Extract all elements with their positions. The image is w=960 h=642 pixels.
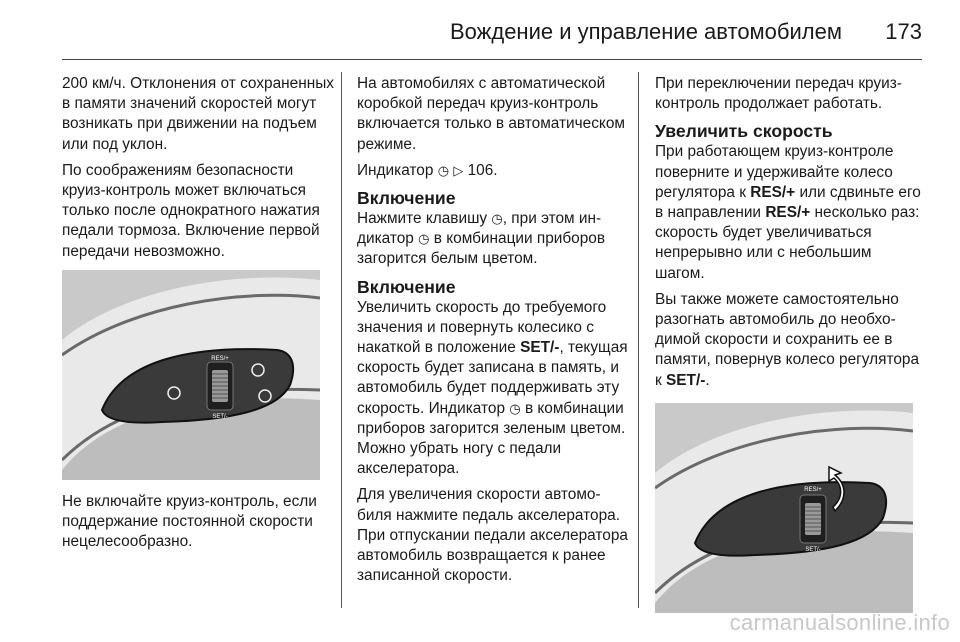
- reference-triangle-icon: ▷: [453, 162, 464, 178]
- page-header: [0, 0, 960, 60]
- paragraph-increase: При работающем круиз-контроле поверните и удерживайте колесо регулятора к RES/+ или сдвиньте его в направлении RES/+ несколько раз: скорость будет увеличиваться непрерывно или с небольшим шагом.: [655, 143, 921, 282]
- paragraph-manual-store: Вы также можете самостоятельно разогнать автомобиль до необходимой скорости и сохранить ее в памяти, повернув колесо регулятора к SET/-.: [655, 290, 920, 389]
- paragraph-gear-shift: При переключении передач круиз-контроль продолжает работать.: [655, 75, 902, 113]
- paragraph-indicator-ref: Индикатор ◷ ▷ 106.: [357, 161, 629, 181]
- paragraph-speed-deviation: 200 км/ч. Отклонения от сохраненных в памяти значений скоростей могут возникать при движении на подъем или под уклон.: [62, 75, 334, 153]
- cruise-control-icon: ◷: [491, 211, 503, 227]
- res-label: RES/+: [804, 486, 822, 493]
- column-middle: [357, 74, 629, 592]
- page-number: 173: [885, 19, 922, 44]
- paragraph-activation: Нажмите клавишу ◷, при этом индикатор ◷ в комбинации приборов загорится белым цветом.: [357, 210, 606, 268]
- set-label: SET/-: [805, 546, 821, 553]
- column-divider-right: [638, 72, 639, 608]
- steering-wheel-res-figure: [655, 403, 913, 613]
- paragraph-automatic: На автомобилях с автоматической коробкой передач круиз-контроль включается только в автоматическом режиме.: [357, 75, 625, 153]
- section-heading-activation-2: Включение: [357, 276, 456, 297]
- watermark: carmanualsonline.info: [729, 610, 950, 635]
- cruise-control-icon: ◷: [509, 400, 521, 416]
- column-right: [655, 74, 923, 625]
- section-heading-increase-speed: Увеличить скорость: [655, 121, 833, 142]
- paragraph-accelerate: Для увеличения скорости автомобиля нажмите педаль акселератора. При отпускании педали акселератора автомобиль возвращается к ранее записанной скорости.: [357, 486, 628, 585]
- paragraph-set-speed: Увеличить скорость до требуемого значения и повернуть колесико с накаткой в положение SET/-, текущая скорость будет записана в память, и автомобиль будет поддерживать эту скорость. Индикатор ◷ в комбинации приборов загорится зеленым цветом. Можно убрать ногу с педали акселератора.: [357, 298, 628, 478]
- column-divider-left: [341, 72, 342, 608]
- cruise-control-icon: ◷: [437, 162, 450, 178]
- header-divider: [62, 59, 922, 60]
- cruise-control-icon: ◷: [418, 231, 430, 247]
- page-title: Вождение и управление автомобилем: [449, 19, 842, 44]
- paragraph-warning: Не включайте круиз-контроль, если поддержание постоянной скорости нецелесообразно.: [62, 492, 317, 551]
- res-label: RES/+: [211, 355, 229, 362]
- set-label: SET/-: [212, 413, 228, 420]
- paragraph-safety: По соображениям безопасности круиз-контроль может включаться только после однократного нажатия педали тормоза. Включение первой передачи невозможно.: [62, 161, 320, 260]
- column-left: [62, 74, 334, 558]
- section-heading-activation: Включение: [357, 188, 456, 209]
- steering-wheel-controls-figure: [62, 270, 320, 480]
